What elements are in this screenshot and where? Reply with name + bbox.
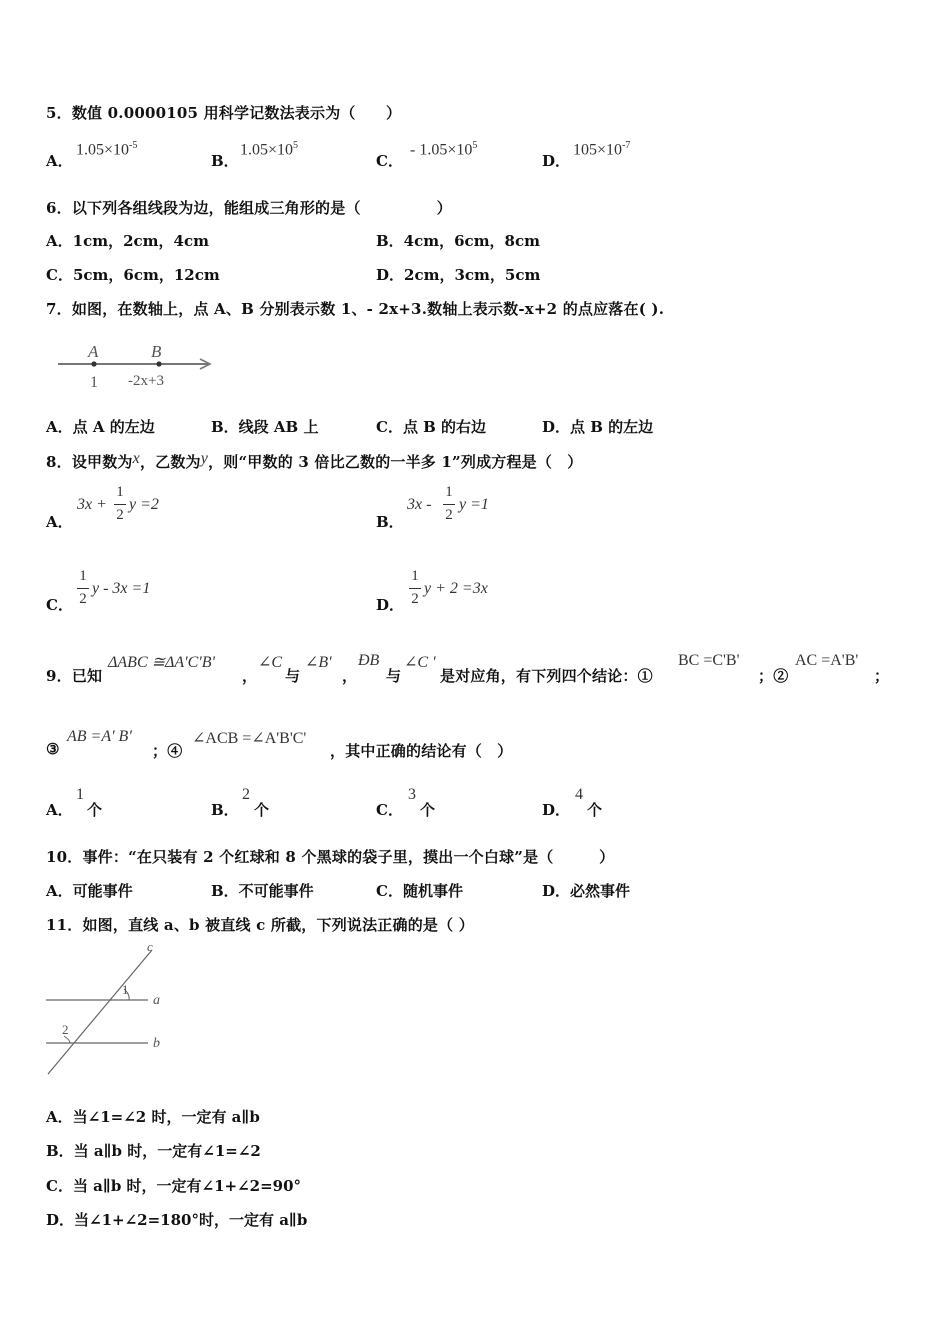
q9-with-1: 与 <box>285 667 301 685</box>
q5-stem: 5．数值 0.0000105 用科学记数法表示为（ ） <box>46 104 402 122</box>
q9-sep2: ， <box>342 667 358 685</box>
q8-option-c-frac-den: 2 <box>79 591 87 607</box>
q5-option-c-expr: - $1.05\times 10^5$ <box>410 140 478 159</box>
var-y: y <box>200 450 209 467</box>
q11-stem: 11．如图，直线 a、b 被直线 c 所截，下列说法正确的是（ ） <box>46 916 474 934</box>
q5-option-b-expr: $1.05\times 10^5$ <box>240 140 299 159</box>
q8-option-a-frac-den: 2 <box>116 507 124 523</box>
q9-option-c-num: 3 <box>408 786 416 803</box>
q6-option-a: A．1cm，2cm，4cm <box>46 232 209 250</box>
q5-option-c-label: C． <box>376 152 403 170</box>
q10-option-a: A．可能事件 <box>46 882 133 900</box>
q9-option-b-label: B． <box>211 801 239 819</box>
q8-option-b-frac-bar <box>443 504 455 505</box>
angle-1-label: 1 <box>122 982 129 997</box>
q6-option-c: C．5cm，6cm，12cm <box>46 266 220 284</box>
q8-option-a-frac-num: 1 <box>116 484 124 500</box>
q8-option-d-right: y + 2 =3x <box>424 580 488 597</box>
q9-tail: 是对应角，有下列四个结论：① <box>440 667 653 685</box>
q6-stem: 6．以下列各组线段为边，能组成三角形的是（ ） <box>46 199 452 217</box>
q8-option-b-frac-num: 1 <box>445 484 453 500</box>
q8-option-a-label: A． <box>46 513 73 531</box>
q8-option-b-label: B． <box>376 513 404 531</box>
q8-option-a-right: y =2 <box>129 496 159 513</box>
q9-option-c-label: C． <box>376 801 403 819</box>
var-x: x <box>132 450 140 467</box>
point-b-label: B <box>151 342 162 361</box>
line-b-label: b <box>153 1036 160 1051</box>
q9-circled-3: ③ <box>46 740 60 758</box>
q8-option-a-left: 3x + <box>77 496 107 513</box>
q6-option-d: D．2cm，3cm，5cm <box>376 266 541 284</box>
point-a-label: A <box>88 342 99 361</box>
q9-congruence: ΔABC ≅ΔA'C'B' <box>108 654 215 671</box>
q8-option-c-label: C． <box>46 596 73 614</box>
q11-option-c: C．当 a∥b 时，一定有∠1+∠2=90° <box>46 1177 302 1195</box>
q11-option-b: B．当 a∥b 时，一定有∠1=∠2 <box>46 1142 261 1160</box>
q9-semi-2: ； <box>874 667 890 685</box>
angle-2-arc <box>64 1036 70 1043</box>
q5-option-d-label: D． <box>542 152 571 170</box>
q5-option-b-label: B． <box>211 152 239 170</box>
q7-option-d: D．点 B 的左边 <box>542 418 654 436</box>
q9-conclusion-2: AC =A'B' <box>795 652 859 669</box>
q9-semi-3: ；④ <box>152 742 183 760</box>
q9-option-d-label: D． <box>542 801 571 819</box>
q9-ending: ，其中正确的结论有（ ） <box>330 742 513 760</box>
q8-option-d-frac-den: 2 <box>411 591 419 607</box>
q8-option-c-frac-bar <box>77 588 89 589</box>
q9-option-a-label: A． <box>46 801 73 819</box>
q5-option-a-label: A． <box>46 152 73 170</box>
q8-option-b-frac-den: 2 <box>445 507 453 523</box>
q9-angle-c: ∠C <box>258 654 283 671</box>
q9-semi-1: ；② <box>758 667 789 685</box>
q8-option-d-frac-bar <box>409 588 421 589</box>
q11-option-d: D．当∠1+∠2=180°时，一定有 a∥b <box>46 1211 308 1229</box>
q11-option-a: A．当∠1=∠2 时，一定有 a∥b <box>46 1108 260 1126</box>
point-a-value: 1 <box>90 374 98 391</box>
line-a-label: a <box>153 993 160 1008</box>
q10-option-b: B．不可能事件 <box>211 882 314 900</box>
q7-option-a: A．点 A 的左边 <box>46 418 155 436</box>
point-a-dot <box>91 361 96 366</box>
q9-sep1: ， <box>242 667 258 685</box>
q8-option-b-left: 3x - <box>407 496 432 513</box>
q6-option-b: B．4cm，6cm，8cm <box>376 232 541 250</box>
q5-option-d-expr: $105\times 10^{-7}$ <box>573 140 631 159</box>
q8-stem: 8．设甲数为x，乙数为y，则“甲数的 3 倍比乙数的一半多 1”列成方程是（ ） <box>46 450 583 471</box>
q9-option-b-num: 2 <box>242 786 250 803</box>
q8-option-c-frac-num: 1 <box>79 568 87 584</box>
q9-angle-b-prime: ∠B' <box>305 654 332 671</box>
line-c <box>48 950 152 1074</box>
q9-conclusion-1: BC =C'B' <box>678 652 740 669</box>
point-b-dot <box>156 361 161 366</box>
q8-option-a-frac-bar <box>114 504 126 505</box>
q9-prefix: 9．已知 <box>46 667 103 685</box>
q9-option-d-num: 4 <box>575 786 583 803</box>
q8-option-b-right: y =1 <box>459 496 489 513</box>
q9-conclusion-4: ∠ACB =∠A'B'C' <box>192 730 307 747</box>
q9-with-2: 与 <box>386 667 402 685</box>
q9-conclusion-3: AB =A' B' <box>67 728 132 745</box>
q9-option-c-unit: 个 <box>420 801 436 819</box>
line-c-label: c <box>147 939 153 954</box>
q7-number-line-figure <box>54 340 219 396</box>
q10-option-d: D．必然事件 <box>542 882 631 900</box>
angle-2-label: 2 <box>62 1022 69 1037</box>
q9-option-d-unit: 个 <box>587 801 603 819</box>
q9-option-a-num: 1 <box>76 786 84 803</box>
q9-angle-c-prime: ∠C ' <box>404 654 436 671</box>
point-b-value: -2x+3 <box>128 373 164 389</box>
q9-option-b-unit: 个 <box>254 801 270 819</box>
q7-stem: 7．如图，在数轴上，点 A、B 分别表示数 1、- 2x+3.数轴上表示数-x+2 的点应落在( ). <box>46 300 665 318</box>
q7-option-b: B．线段 AB 上 <box>211 418 319 436</box>
q10-option-c: C．随机事件 <box>376 882 463 900</box>
q8-option-d-frac-num: 1 <box>411 568 419 584</box>
q11-parallel-lines-figure <box>40 936 175 1078</box>
q5-option-a-expr: $1.05\times 10^{-5}$ <box>76 140 138 159</box>
q9-angle-b: ÐB <box>358 652 380 669</box>
q8-option-d-label: D． <box>376 596 405 614</box>
q7-option-c: C．点 B 的右边 <box>376 418 487 436</box>
q9-option-a-unit: 个 <box>87 801 103 819</box>
q8-option-c-right: y - 3x =1 <box>92 580 151 597</box>
q10-stem: 10．事件：“在只装有 2 个红球和 8 个黑球的袋子里，摸出一个白球”是（ ） <box>46 848 615 866</box>
